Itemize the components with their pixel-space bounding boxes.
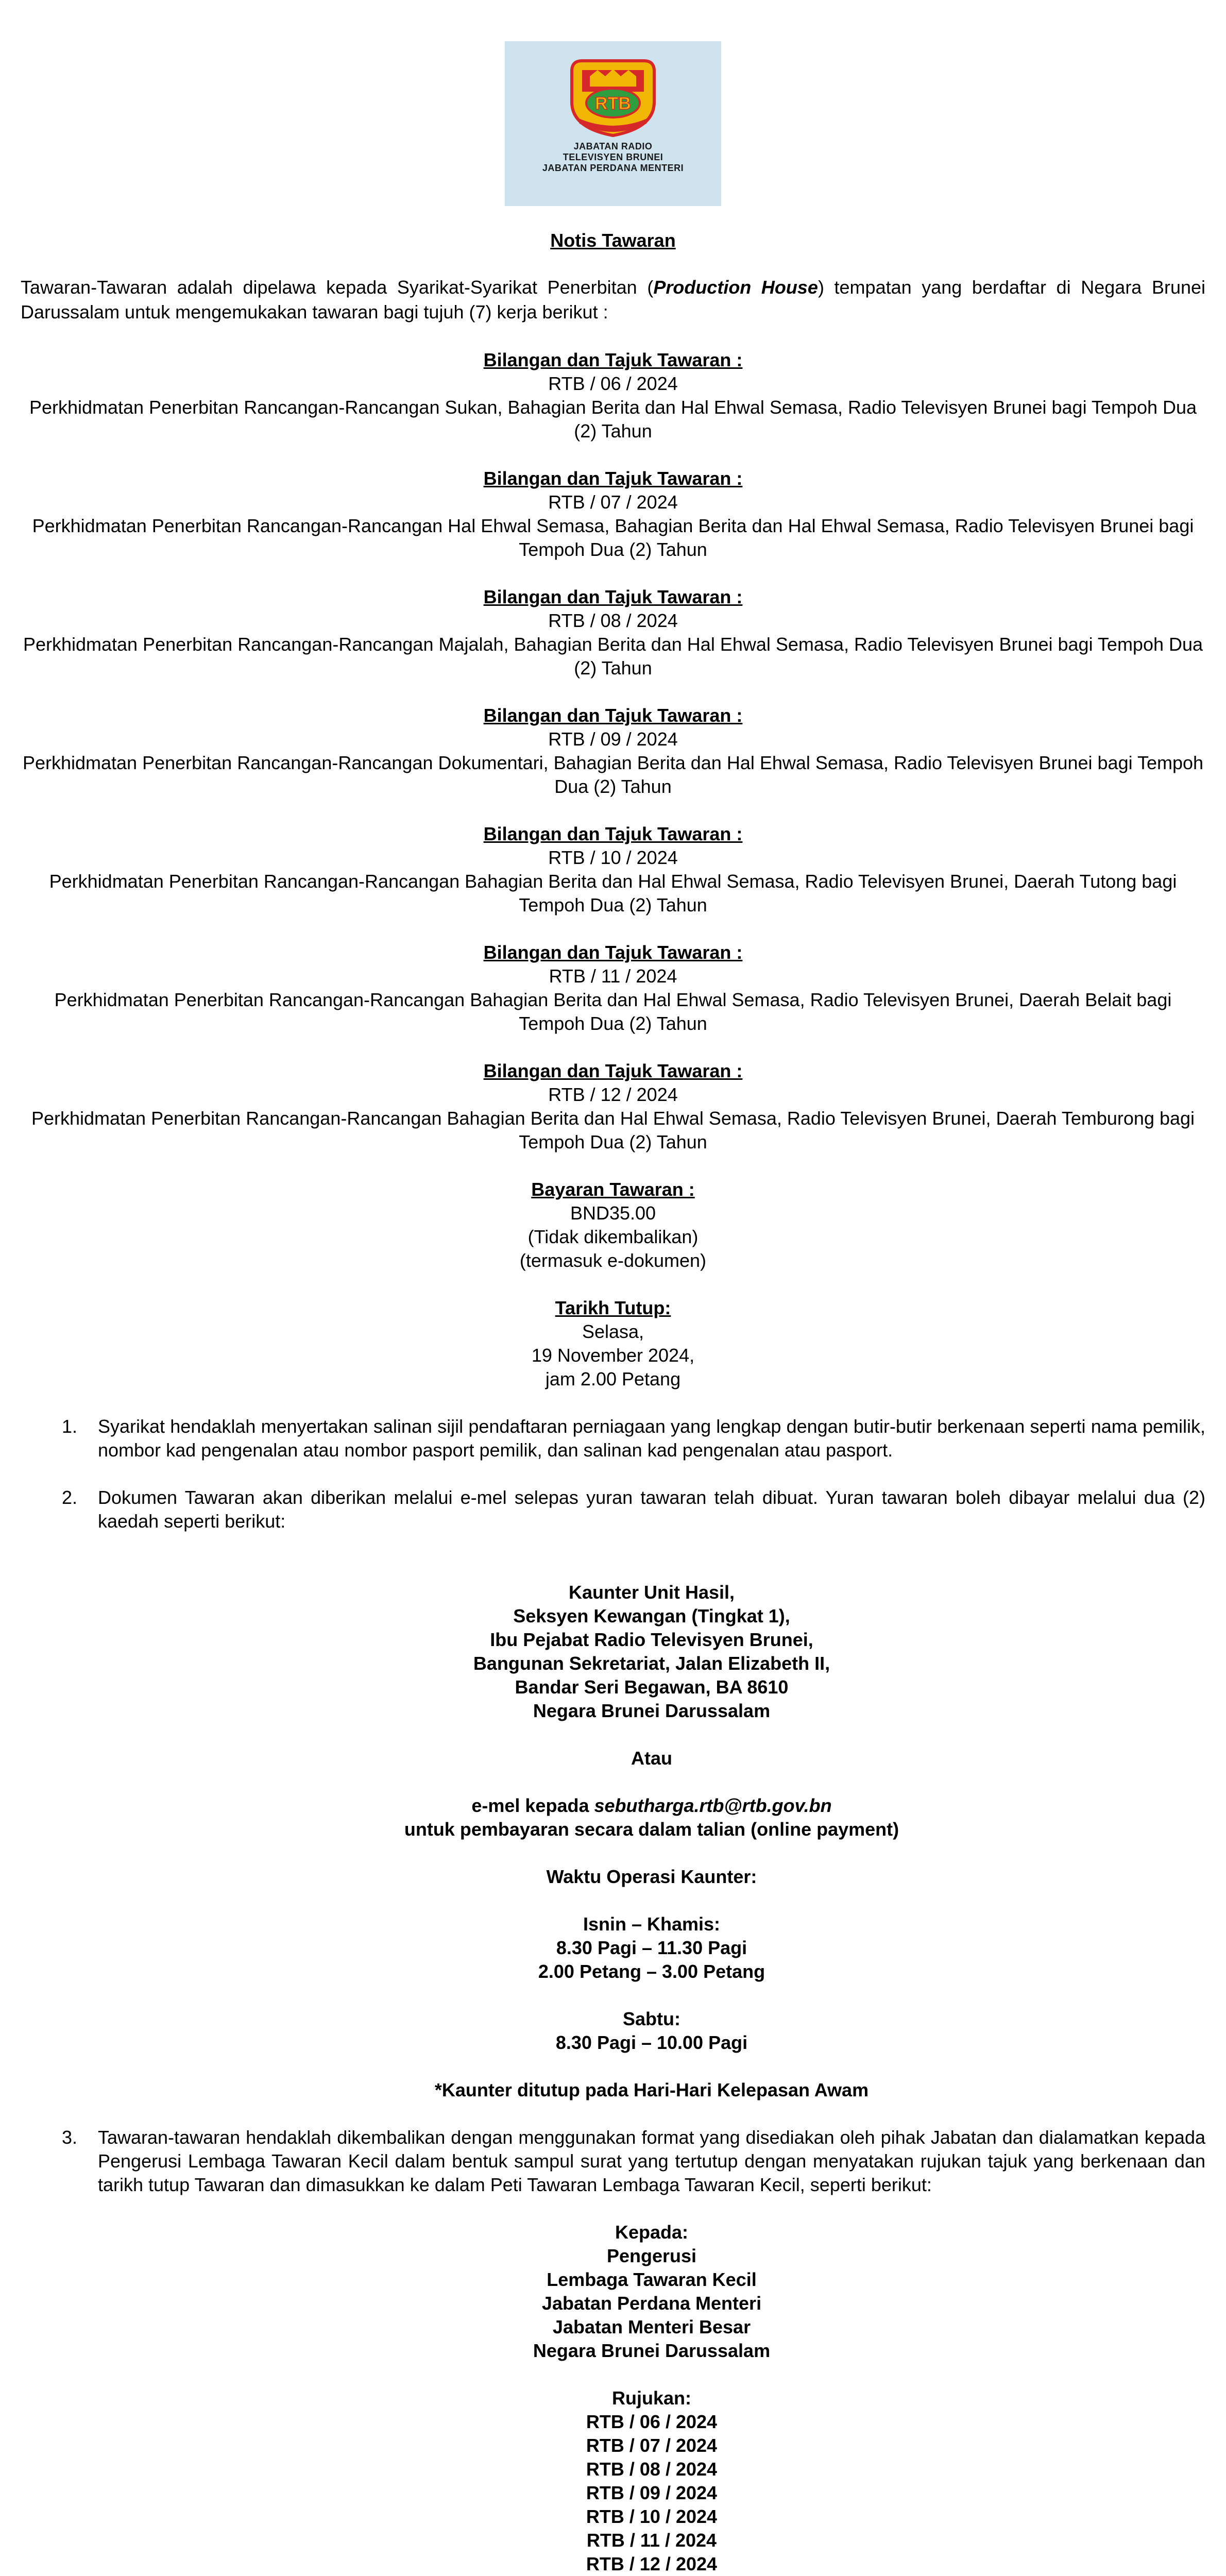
email-prefix: e-mel kepada — [471, 1795, 594, 1816]
tender-heading: Bilangan dan Tajuk Tawaran : — [483, 823, 743, 844]
recipient-line-3: Jabatan Perdana Menteri — [541, 2293, 762, 2314]
tender-ref: RTB / 08 / 2024 — [548, 610, 678, 631]
tender-desc: Perkhidmatan Penerbitan Rancangan-Rancangan Bahagian Berita dan Hal Ehwal Semasa, Radio Televisyen Brunei, Daerah Tutong bagi Tempoh Dua (2) Tahun — [49, 871, 1177, 916]
logo-caption — [542, 141, 684, 174]
notice-page — [0, 41, 1226, 2576]
logo-line-3: JABATAN PERDANA MENTERI — [542, 163, 684, 173]
rtb-emblem-icon — [561, 56, 665, 138]
tender-heading: Bilangan dan Tajuk Tawaran : — [483, 1060, 743, 1081]
condition-item-3 — [21, 2126, 1205, 2576]
intro-before: Tawaran-Tawaran adalah dipelawa kepada Syarikat-Syarikat Penerbitan ( — [21, 277, 654, 298]
recipient-line-4: Jabatan Menteri Besar — [552, 2316, 751, 2337]
reference-item: RTB / 09 / 2024 — [586, 2482, 718, 2503]
counter-line-3: Ibu Pejabat Radio Televisyen Brunei, — [490, 1629, 813, 1650]
condition-item-2 — [21, 1486, 1205, 2102]
closing-time: jam 2.00 Petang — [545, 1368, 681, 1389]
rtb-logo — [505, 41, 721, 206]
tender-block — [21, 1059, 1205, 1154]
email-payment — [98, 1794, 1205, 1841]
counter-line-4: Bangunan Sekretariat, Jalan Elizabeth II, — [473, 1653, 830, 1674]
item-2-text: Dokumen Tawaran akan diberikan melalui e-mel selepas yuran tawaran telah dibuat. Yuran tawaran boleh dibayar melalui dua (2) kaedah seperti berikut: — [98, 1487, 1205, 1532]
recipient-line-1: Pengerusi — [606, 2245, 697, 2266]
counter-line-6: Negara Brunei Darussalam — [533, 1700, 771, 1721]
closing-day: Selasa, — [582, 1321, 644, 1342]
saturday-slot: 8.30 Pagi – 10.00 Pagi — [555, 2032, 748, 2053]
condition-item-1 — [21, 1415, 1205, 1462]
tender-heading: Bilangan dan Tajuk Tawaran : — [483, 705, 743, 726]
reference-item: RTB / 12 / 2024 — [586, 2553, 718, 2574]
tender-ref: RTB / 09 / 2024 — [548, 728, 678, 750]
tender-desc: Perkhidmatan Penerbitan Rancangan-Rancangan Sukan, Bahagian Berita dan Hal Ehwal Semasa, Radio Televisyen Brunei bagi Tempoh Dua (2) Tahun — [29, 397, 1197, 442]
recipient-kepada: Kepada: — [615, 2222, 689, 2243]
tender-desc: Perkhidmatan Penerbitan Rancangan-Rancangan Dokumentari, Bahagian Berita dan Hal Ehwal Semasa, Radio Televisyen Brunei bagi Tempoh Dua (2) Tahun — [22, 752, 1204, 797]
tender-ref: RTB / 06 / 2024 — [548, 373, 678, 394]
email-line-2: untuk pembayaran secara dalam talian (online payment) — [404, 1819, 899, 1840]
tender-block — [21, 704, 1205, 799]
item-text — [98, 1486, 1205, 2102]
or-separator: Atau — [631, 1748, 672, 1769]
weekday-hours — [98, 1912, 1205, 1984]
logo-line-2: TELEVISYEN BRUNEI — [563, 152, 663, 162]
weekday-slot-1: 8.30 Pagi – 11.30 Pagi — [556, 1937, 747, 1958]
svg-text:RTB: RTB — [595, 94, 631, 113]
intro-emphasis: Production House — [653, 277, 818, 298]
tender-block — [21, 585, 1205, 680]
counter-line-1: Kaunter Unit Hasil, — [568, 1582, 735, 1603]
weekday-label: Isnin – Khamis: — [583, 1913, 721, 1935]
holiday-note: *Kaunter ditutup pada Hari-Hari Kelepasan Awam — [434, 2079, 869, 2100]
tender-heading: Bilangan dan Tajuk Tawaran : — [483, 942, 743, 963]
item-text — [98, 2126, 1205, 2576]
reference-heading: Rujukan: — [611, 2387, 691, 2409]
weekday-slot-2: 2.00 Petang – 3.00 Petang — [538, 1961, 765, 1982]
recipient-address — [98, 2221, 1205, 2363]
tender-ref: RTB / 11 / 2024 — [549, 965, 677, 987]
reference-item: RTB / 11 / 2024 — [586, 2530, 717, 2551]
conditions-list — [21, 1415, 1205, 2576]
saturday-hours — [98, 2007, 1205, 2055]
item-text: Syarikat hendaklah menyertakan salinan sijil pendaftaran perniagaan yang lengkap dengan butir-butir berkenaan seperti nama pemilik, nombor kad pengenalan atau nombor pasport pemilik, dan salinan kad pengenalan atau pasport. — [98, 1416, 1205, 1461]
tender-ref: RTB / 07 / 2024 — [548, 492, 678, 513]
tender-desc: Perkhidmatan Penerbitan Rancangan-Rancangan Bahagian Berita dan Hal Ehwal Semasa, Radio Televisyen Brunei, Daerah Temburong bagi Tempoh Dua (2) Tahun — [31, 1108, 1195, 1153]
tender-block — [21, 822, 1205, 917]
fee-note-2: (termasuk e-dokumen) — [519, 1250, 707, 1271]
tender-block — [21, 941, 1205, 1036]
closing-block — [21, 1296, 1205, 1391]
counter-address — [98, 1581, 1205, 1723]
tender-desc: Perkhidmatan Penerbitan Rancangan-Rancangan Hal Ehwal Semasa, Bahagian Berita dan Hal Ehwal Semasa, Radio Televisyen Brunei bagi Tempoh Dua (2) Tahun — [32, 515, 1194, 560]
tender-desc: Perkhidmatan Penerbitan Rancangan-Rancangan Majalah, Bahagian Berita dan Hal Ehwal Semasa, Radio Televisyen Brunei bagi Tempoh Dua (2) Tahun — [23, 634, 1203, 679]
closing-date: 19 November 2024, — [531, 1345, 695, 1366]
tender-heading: Bilangan dan Tajuk Tawaran : — [483, 586, 743, 607]
item-3-text: Tawaran-tawaran hendaklah dikembalikan dengan menggunakan format yang disediakan oleh pihak Jabatan dan dialamatkan kepada Pengerusi Lembaga Tawaran Kecil dalam bentuk sampul surat yang tertutup dengan menyatakan rujukan tajuk yang berkenaan dan tarikh tutup Tawaran dan dimasukkan ke dalam Peti Tawaran Lembaga Tawaran Kecil, seperti berikut: — [98, 2127, 1205, 2195]
reference-item: RTB / 10 / 2024 — [586, 2506, 718, 2527]
tender-desc: Perkhidmatan Penerbitan Rancangan-Rancangan Bahagian Berita dan Hal Ehwal Semasa, Radio Televisyen Brunei, Daerah Belait bagi Tempoh Dua (2) Tahun — [54, 989, 1172, 1034]
tender-block — [21, 348, 1205, 443]
recipient-line-2: Lembaga Tawaran Kecil — [547, 2269, 757, 2290]
item-number: 3. — [62, 2127, 78, 2148]
tender-heading: Bilangan dan Tajuk Tawaran : — [483, 349, 743, 370]
reference-list — [98, 2386, 1205, 2576]
fee-block — [21, 1178, 1205, 1273]
reference-item: RTB / 06 / 2024 — [586, 2411, 718, 2432]
saturday-label: Sabtu: — [623, 2008, 680, 2029]
intro-paragraph — [21, 275, 1205, 325]
reference-item: RTB / 08 / 2024 — [586, 2459, 718, 2480]
intro-after: ) tempatan yang berdaftar di Negara Brunei Darussalam untuk mengemukakan tawaran bagi tujuh (7) kerja berikut : — [21, 277, 1205, 323]
item-number: 2. — [62, 1487, 78, 1508]
hours-heading: Waktu Operasi Kaunter: — [546, 1866, 757, 1887]
item-number: 1. — [62, 1416, 78, 1437]
logo-line-1: JABATAN RADIO — [573, 141, 653, 151]
counter-line-2: Seksyen Kewangan (Tingkat 1), — [513, 1605, 790, 1626]
fee-heading: Bayaran Tawaran : — [531, 1179, 695, 1200]
reference-item: RTB / 07 / 2024 — [586, 2435, 718, 2456]
page-title: Notis Tawaran — [550, 230, 676, 251]
recipient-line-5: Negara Brunei Darussalam — [533, 2340, 771, 2361]
tender-heading: Bilangan dan Tajuk Tawaran : — [483, 468, 743, 489]
email-address-link[interactable]: sebutharga.rtb@rtb.gov.bn — [594, 1795, 832, 1816]
counter-line-5: Bandar Seri Begawan, BA 8610 — [515, 1676, 789, 1698]
tender-block — [21, 467, 1205, 562]
fee-amount: BND35.00 — [570, 1202, 656, 1224]
fee-note-1: (Tidak dikembalikan) — [527, 1226, 699, 1247]
tender-ref: RTB / 10 / 2024 — [548, 847, 678, 868]
tender-ref: RTB / 12 / 2024 — [548, 1084, 678, 1105]
closing-heading: Tarikh Tutup: — [555, 1297, 671, 1318]
